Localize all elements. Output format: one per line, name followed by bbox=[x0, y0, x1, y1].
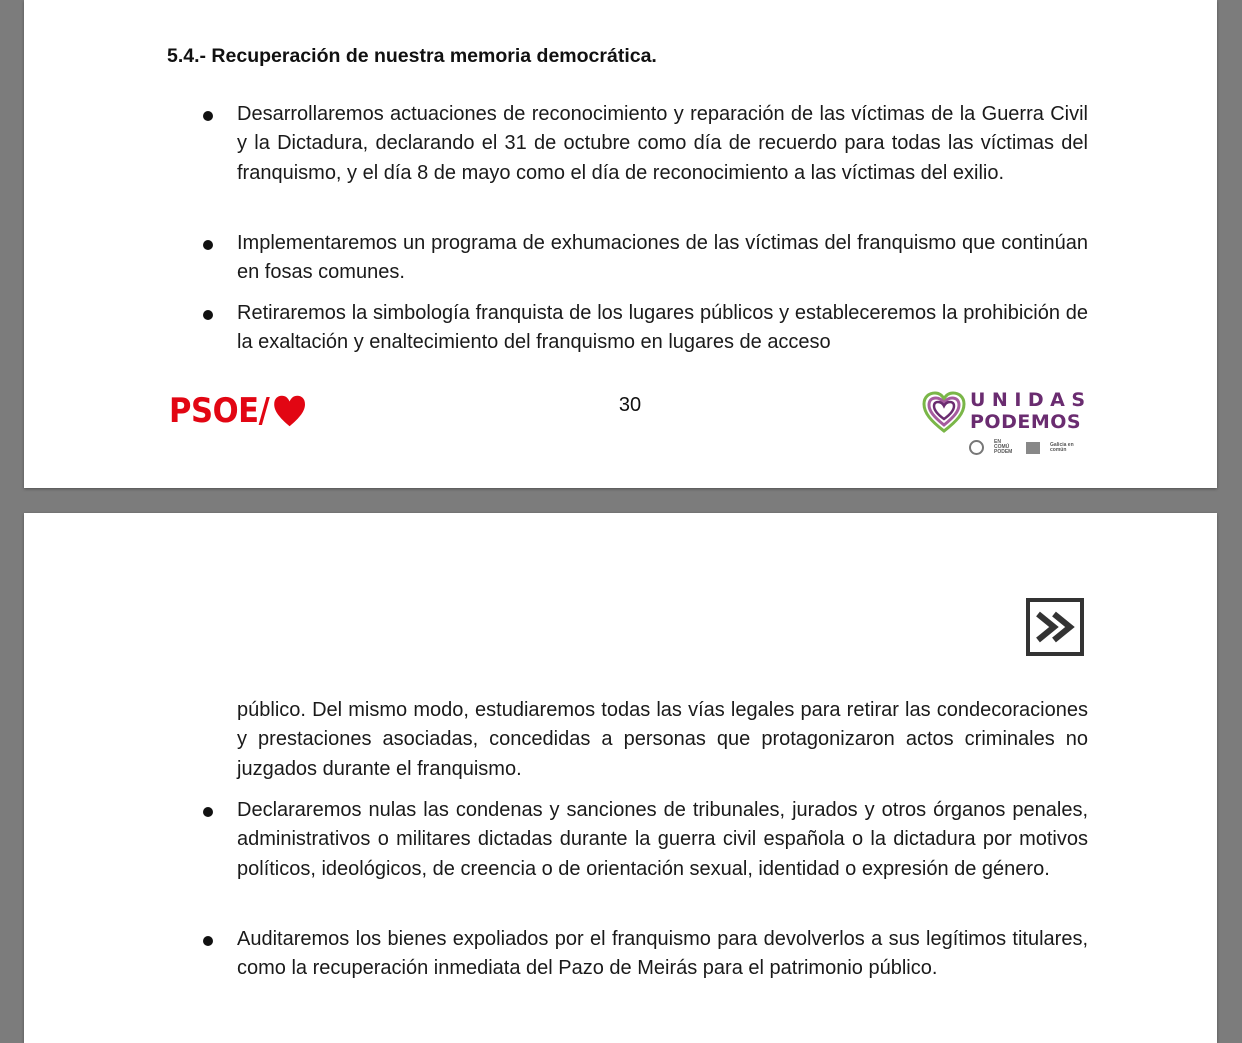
unidas-heart-icon bbox=[921, 390, 967, 434]
bullet-icon bbox=[203, 240, 213, 250]
bullet-icon bbox=[203, 807, 213, 817]
list-item-text: Implementaremos un programa de exhumaciones de las víctimas del franquismo que continúan en fosas comunes. bbox=[237, 232, 1088, 284]
list-item-text: Declararemos nulas las condenas y sanciones de tribunales, jurados y otros órganos penales, administrativos o militares dictadas durante la guerra civil española o la dictadura por motivos políticos, ideológicos, de creencia o de orientación sexual, identidad o expresión de género. bbox=[237, 799, 1088, 880]
coalition-marks bbox=[969, 440, 1078, 455]
document-page-31 bbox=[24, 513, 1217, 1043]
heart-icon bbox=[273, 393, 307, 429]
iu-logo-icon bbox=[1026, 442, 1040, 454]
list-item-text: Retiraremos la simbología franquista de los lugares públicos y estableceremos la prohibición de la exaltación y enaltecimiento del franquismo en lugares de acceso bbox=[237, 302, 1088, 354]
en-comu-podem-mark: EN COMÚ PODEM bbox=[994, 439, 1013, 455]
bullet-icon bbox=[203, 111, 213, 121]
continuation-text: público. Del mismo modo, estudiaremos todas las vías legales para retirar las condecoraciones y prestaciones asociadas, concedidas a personas que protagonizaron actos criminales no juzgados durante el franquismo. bbox=[237, 699, 1088, 780]
list-item bbox=[237, 925, 1088, 984]
psoe-logo-text: PSOE/ bbox=[169, 391, 270, 431]
galicia-en-comun-mark: Galicia en común bbox=[1050, 441, 1074, 453]
page-number: 30 bbox=[618, 394, 642, 416]
unidas-podemos-logo bbox=[921, 388, 1093, 458]
list-item-text: Auditaremos los bienes expoliados por el franquismo para devolverlos a sus legítimos titulares, como la recuperación inmediata del Pazo de Meirás para el patrimonio público. bbox=[237, 928, 1088, 980]
list-item-text: Desarrollaremos actuaciones de reconocimiento y reparación de las víctimas de la Guerra Civil y la Dictadura, declarando el 31 de octubre como día de recuerdo para todas las víctimas del franquismo, y el día 8 de mayo como el día de reconocimiento a las víctimas del exilio. bbox=[237, 103, 1088, 184]
circle-icon bbox=[969, 440, 984, 455]
bullet-icon bbox=[203, 936, 213, 946]
podemos-word: PODEMOS bbox=[970, 411, 1082, 433]
list-item bbox=[237, 229, 1088, 288]
section-title: 5.4.- Recuperación de nuestra memoria democrática. bbox=[167, 45, 657, 67]
psoe-logo bbox=[169, 390, 307, 432]
fast-forward-icon bbox=[1026, 598, 1084, 656]
bullet-icon bbox=[203, 310, 213, 320]
list-item bbox=[237, 796, 1088, 884]
list-item bbox=[237, 299, 1088, 358]
unidas-word: UNIDAS bbox=[970, 389, 1092, 411]
document-page-30 bbox=[24, 0, 1217, 488]
continuation-paragraph bbox=[237, 696, 1088, 784]
list-item bbox=[237, 100, 1088, 188]
